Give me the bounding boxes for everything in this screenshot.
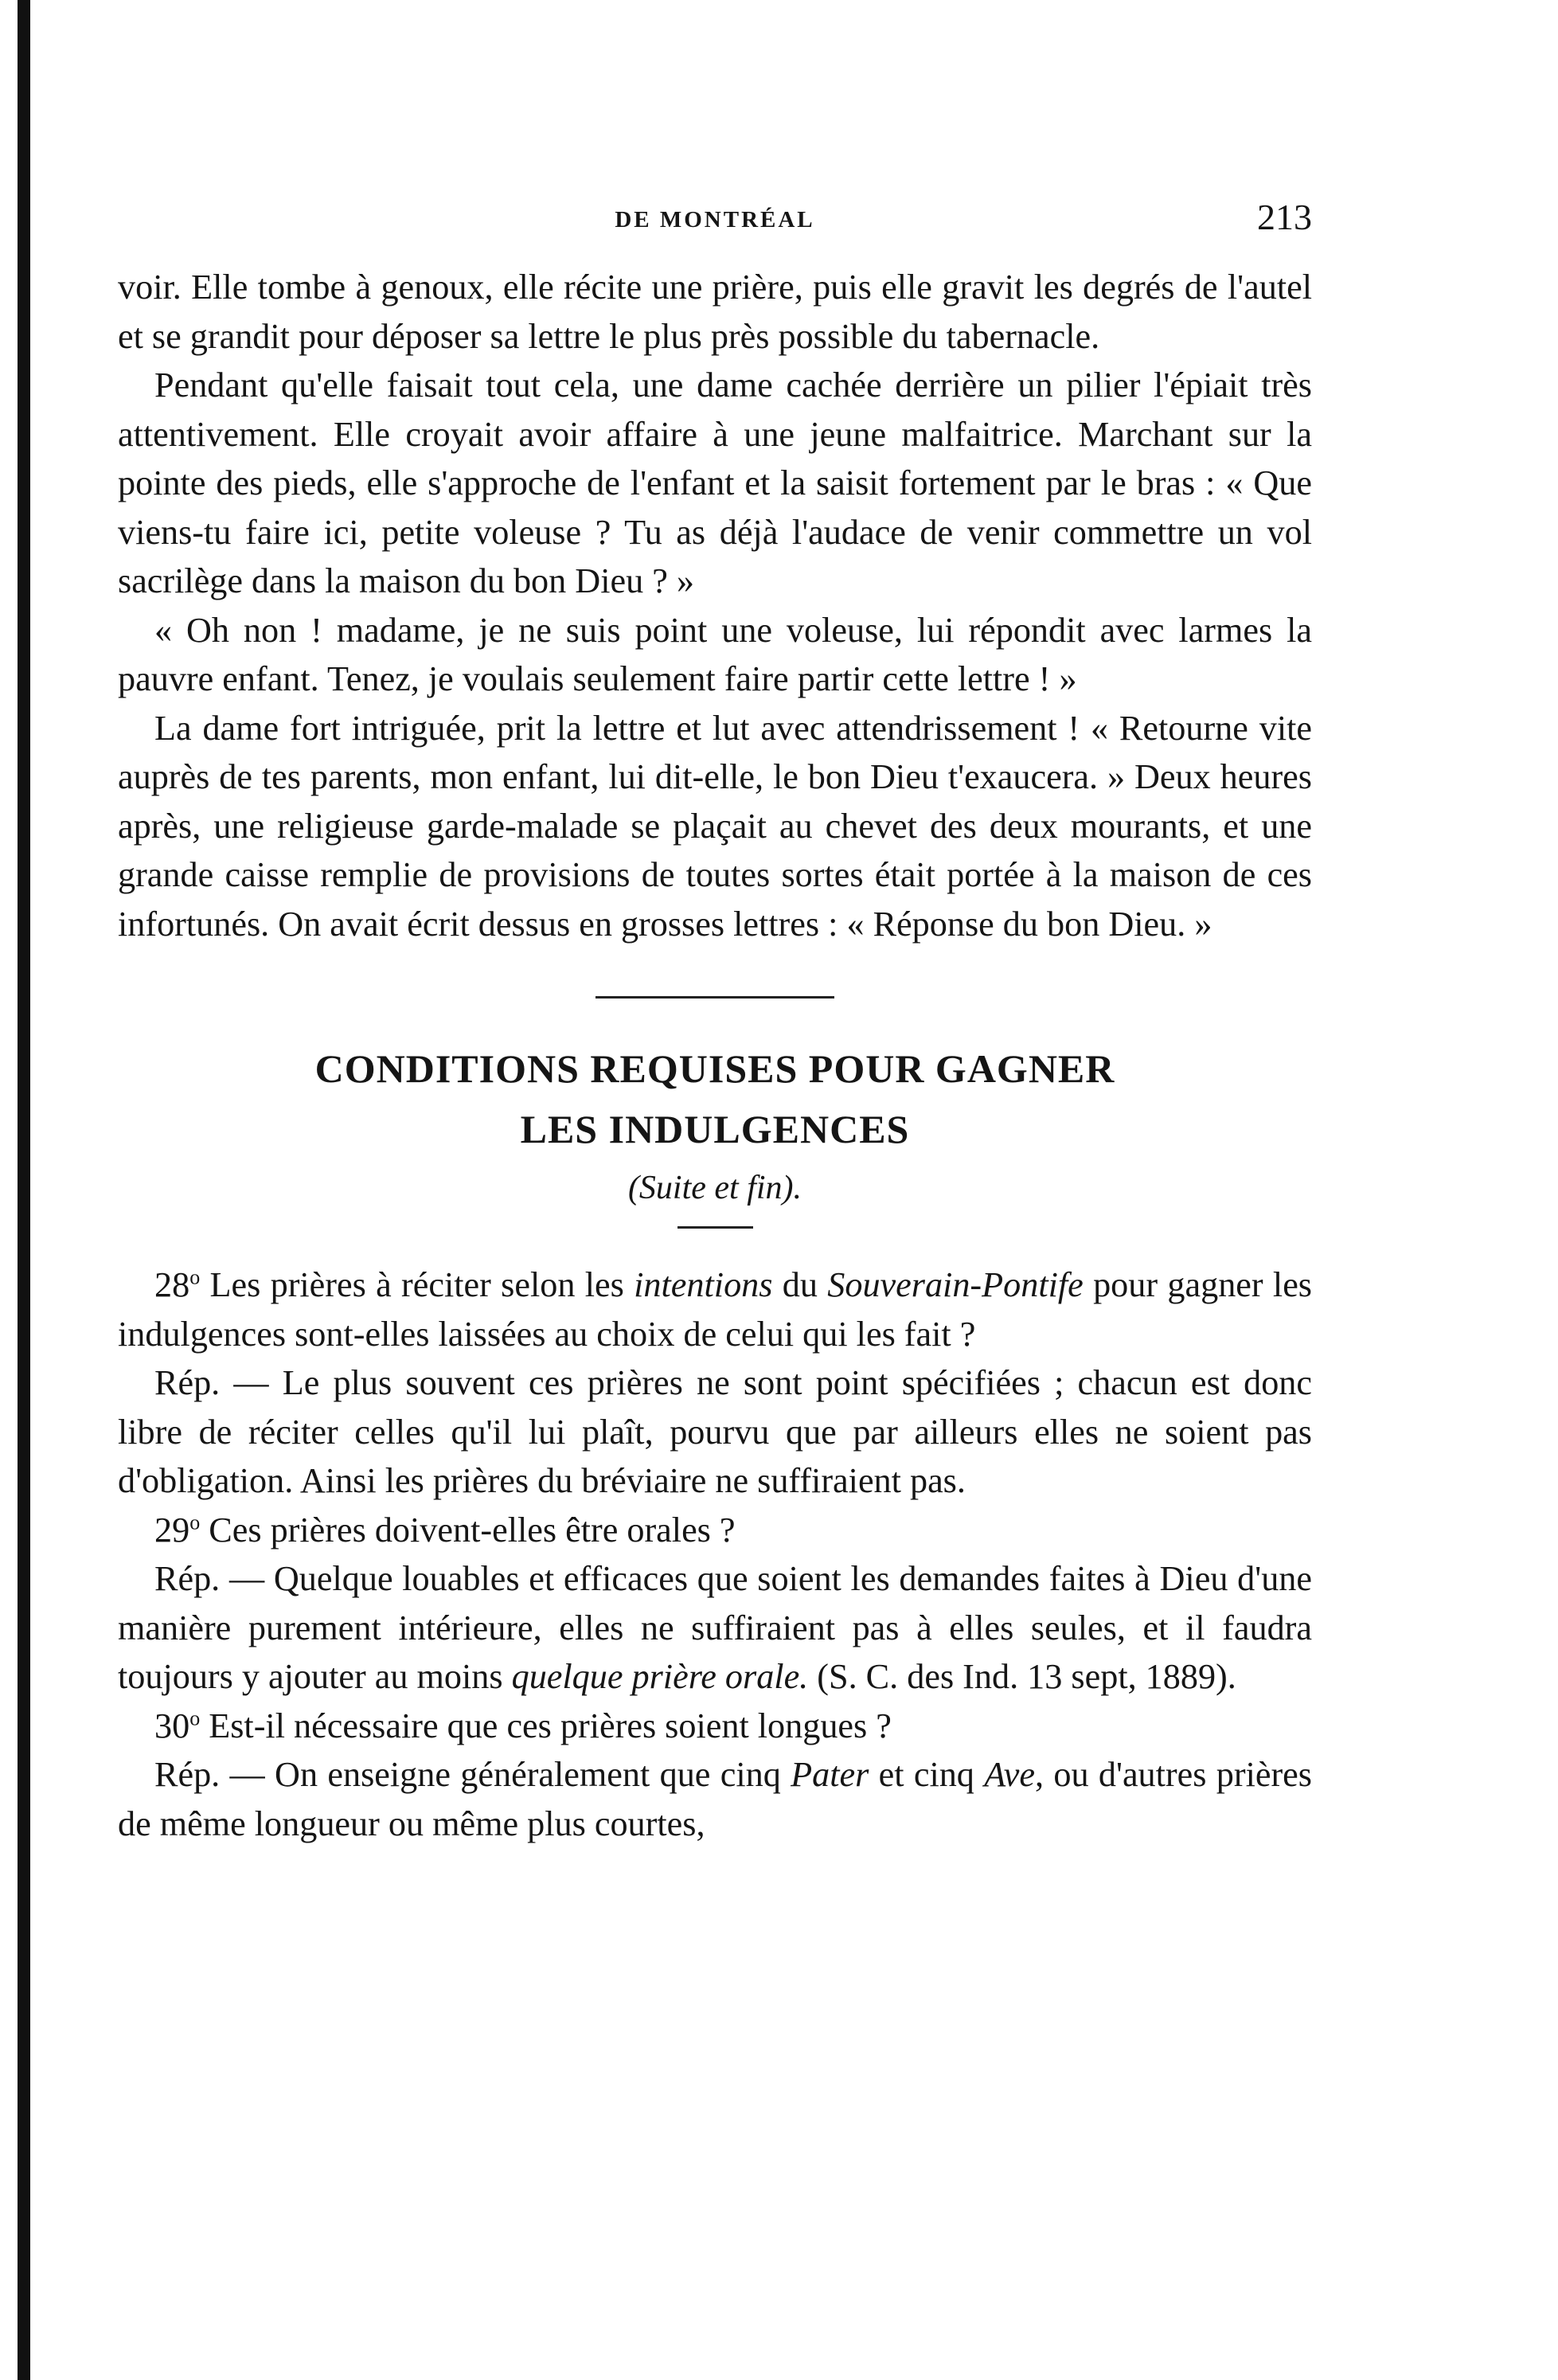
section-heading-line-1: CONDITIONS REQUISES POUR GAGNER (314, 1046, 1115, 1091)
section-divider (595, 996, 834, 999)
question-28-emphasis-pontife: Souverain-Pontife (827, 1265, 1084, 1304)
question-30 (118, 1702, 1312, 1751)
question-28-text-e: pour gagner les indulgences sont-elles laissées au choix de celui qui les fait ? (118, 1265, 1313, 1354)
question-29 (118, 1506, 1312, 1555)
answer-29-text-a: Rép. — Quelque louables et efficaces que soient les demandes faites à Dieu d'une manière purement intérieure, elles ne suffiraient pas à elles seules, et il faudra toujours y ajouter au moins (118, 1559, 1312, 1696)
answer-30-emphasis-pater: Pater (791, 1755, 869, 1794)
answer-28: Rép. — Le plus souvent ces prières ne sont point spécifiées ; chacun est donc libre de réciter celles qu'il lui plaît, pourvu que par ailleurs elles ne soient pas d'obligation. Ainsi les prières du bréviaire ne suffiraient pas. (118, 1363, 1312, 1500)
question-29-number: 29 (154, 1510, 190, 1550)
question-28 (118, 1260, 1312, 1358)
qa-text (118, 1260, 1312, 1848)
question-28-emphasis-intentions: intentions (634, 1265, 773, 1304)
binding-edge (18, 0, 30, 2380)
question-30-number: 30 (154, 1706, 190, 1745)
story-paragraph-2: Pendant qu'elle faisait tout cela, une dame cachée derrière un pilier l'épiait très attentivement. Elle croyait avoir affaire à une jeune malfaitrice. Marchant sur la pointe des pieds, elle s'approche de l'enfant et la saisit fortement par le bras : « Que viens-tu faire ici, petite voleuse ? Tu as déjà l'audace de venir commettre un vol sacrilège dans la maison du bon Dieu ? » (118, 365, 1312, 600)
question-30-text: Est-il nécessaire que ces prières soient longues ? (200, 1706, 892, 1745)
story-paragraph-1: voir. Elle tombe à genoux, elle récite une prière, puis elle gravit les degrés de l'autel et se grandit pour déposer sa lettre le plus près possible du tabernacle. (118, 268, 1312, 356)
story-paragraph-3: « Oh non ! madame, je ne suis point une voleuse, lui répondit avec larmes la pauvre enfant. Tenez, je voulais seulement faire partir cette lettre ! » (118, 610, 1312, 698)
story-paragraph-4: La dame fort intriguée, prit la lettre et lut avec attendrissement ! « Retourne vite auprès de tes parents, mon enfant, lui dit-elle, le bon Dieu t'exaucera. » Deux heures après, une religieuse garde-malade se plaçait au chevet des deux mourants, et une grande caisse remplie de provisions de toutes sortes était portée à la maison de ces infortunés. On avait écrit dessus en grosses lettres : « Réponse du bon Dieu. » (118, 708, 1312, 944)
answer-29 (118, 1554, 1312, 1702)
answer-30 (118, 1750, 1312, 1848)
page-number: 213 (1257, 197, 1312, 237)
question-29-text: Ces prières doivent-elles être orales ? (200, 1510, 736, 1550)
answer-30-text-e: , ou d'autres prières de même longueur ou même plus courtes, (118, 1755, 1312, 1843)
question-28-number: 28 (154, 1265, 190, 1304)
question-30-ordinal: o (189, 1706, 201, 1729)
answer-29-emphasis: quelque prière orale. (511, 1657, 809, 1696)
answer-30-text-a: Rép. — On enseigne généralement que cinq (154, 1755, 791, 1794)
story-text (118, 263, 1312, 948)
question-28-text-a: Les prières à réciter selon les (200, 1265, 635, 1304)
section-subtitle: (Suite et fin). (627, 1170, 802, 1206)
running-head (118, 191, 1312, 263)
answer-30-text-c: et cinq (869, 1755, 985, 1794)
running-head-title: DE MONTRÉAL (615, 207, 815, 233)
subtitle-divider (677, 1226, 753, 1229)
question-28-ordinal: o (189, 1265, 201, 1289)
book-page (118, 191, 1312, 1848)
answer-30-emphasis-ave: Ave (984, 1755, 1036, 1794)
question-29-ordinal: o (189, 1510, 201, 1534)
answer-29-citation: (S. C. des Ind. 13 sept, 1889). (808, 1657, 1236, 1696)
question-28-text-c: du (772, 1265, 828, 1304)
section-heading-line-2: LES INDULGENCES (520, 1107, 910, 1151)
section-heading (118, 1038, 1312, 1159)
